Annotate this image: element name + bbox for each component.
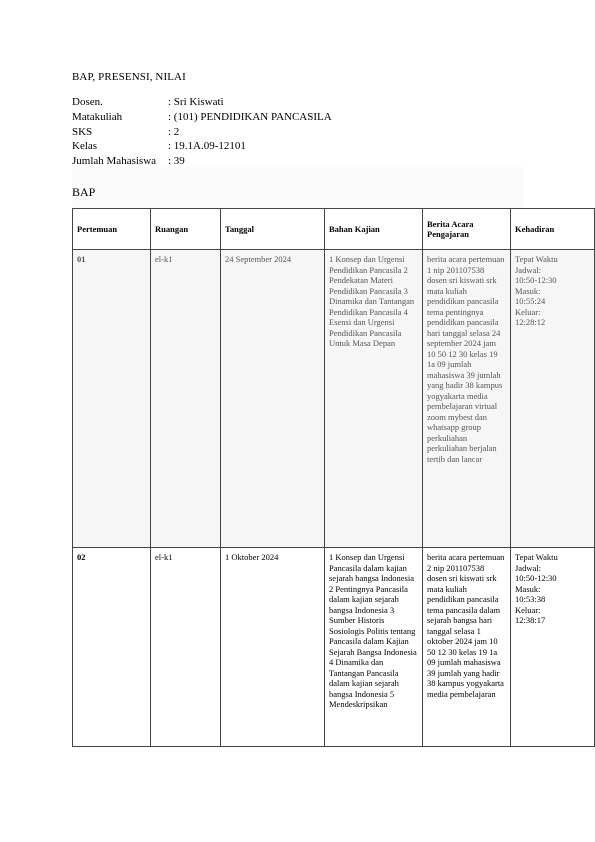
cell-ruangan: el-k1	[151, 548, 221, 747]
cell-pertemuan: 02	[73, 548, 151, 747]
cell-berita-acara: berita acara pertemuan 2 nip 201107538 dosen sri kiswati srk mata kuliah pendidikan pancasila tema pancasila dalam sejarah bangsa hari tanggal selasa 1 oktober 2024 jam 10 50 12 30 kelas 19 1a 09 jumlah mahasiswa 39 jumlah yang hadir 38 kampus yogyakarta media pembelajaran	[423, 548, 511, 747]
kehadiran-line: 12:38:17	[515, 615, 546, 625]
header-bahan-kajian: Bahan Kajian	[325, 209, 423, 250]
header-berita-acara: Berita Acara Pengajaran	[423, 209, 511, 250]
cell-pertemuan: 01	[73, 250, 151, 548]
cell-ruangan: el-k1	[151, 250, 221, 548]
info-value: : 39	[168, 155, 185, 168]
section-header-band	[72, 167, 524, 209]
info-label: Kelas	[72, 140, 98, 153]
kehadiran-line: 12:28:12	[515, 317, 546, 327]
kehadiran-line: Keluar:	[515, 306, 541, 317]
cell-berita-acara: berita acara pertemuan 1 nip 201107538 dosen sri kiswati srk mata kuliah pendidikan pancasila tema pentingnya pendidikan pancasila hari tanggal selasa 24 september 2024 jam 10 50 12 30 kelas 19 1a 09 jumlah mahasiswa 39 jumlah yang hadir 38 kampus yogyakarta media pembelajaran virtual zoom mybest dan whatsapp group perkuliahan perkuliahan berjalan tertib dan lancar	[423, 250, 511, 548]
cell-kehadiran	[511, 250, 595, 548]
kehadiran-line: 10:50-12:30	[515, 573, 557, 583]
course-info	[72, 95, 332, 169]
kehadiran-line: Masuk:	[515, 583, 541, 594]
kehadiran-line: Jadwal:	[515, 264, 541, 275]
info-label: Jumlah Mahasiswa	[72, 155, 157, 168]
kehadiran-line: 10:53:38	[515, 594, 546, 604]
cell-tanggal: 1 Oktober 2024	[221, 548, 325, 747]
cell-bahan-kajian: 1 Konsep dan Urgensi Pendidikan Pancasila 2 Pendekatan Materi Pendidikan Pancasila 3 Dinamika dan Tantangan Pendidikan Pancasila 4 Esensi dan Urgensi Pendidikan Pancasila Untuk Masa Depan	[325, 250, 423, 548]
kehadiran-line: 10:55:24	[515, 296, 546, 306]
header-tanggal: Tanggal	[221, 209, 325, 250]
info-value: : (101) PENDIDIKAN PANCASILA	[168, 110, 332, 123]
cell-kehadiran	[511, 548, 595, 747]
cell-tanggal: 24 September 2024	[221, 250, 325, 548]
kehadiran-line: 10:50-12:30	[515, 275, 557, 285]
table-header-row	[73, 209, 595, 250]
bap-table	[72, 208, 595, 747]
header-kehadiran: Kehadiran	[511, 209, 595, 250]
info-value: : 19.1A.09-12101	[168, 140, 246, 153]
cell-bahan-kajian: 1 Konsep dan Urgensi Pancasila dalam kajian sejarah bangsa Indonesia 2 Pentingnya Pancasila dalam kajian sejarah bangsa Indonesia 3 Sumber Historis Sosiologis Politis tentang Pancasila dalam Kajian Sejarah Bangsa Indonesia 4 Dinamika dan Tantangan Pancasila dalam kajian sejarah bangsa Indonesia 5 Mendeskripsikan	[325, 548, 423, 747]
section-title: BAP	[72, 185, 96, 199]
kehadiran-line: Jadwal:	[515, 562, 541, 573]
info-row-matakuliah	[72, 110, 332, 125]
table-row	[73, 548, 595, 747]
header-pertemuan: Pertemuan	[73, 209, 151, 250]
document-title: BAP, PRESENSI, NILAI	[72, 71, 186, 83]
kehadiran-line: Tepat Waktu	[515, 254, 558, 264]
table-row	[73, 250, 595, 548]
kehadiran-line: Tepat Waktu	[515, 552, 558, 562]
info-value: : 2	[168, 125, 180, 138]
info-row-dosen	[72, 95, 332, 110]
info-row-sks	[72, 125, 332, 140]
info-label: Dosen.	[72, 96, 103, 108]
info-label: SKS	[72, 125, 93, 138]
kehadiran-line: Keluar:	[515, 604, 541, 615]
info-row-kelas	[72, 139, 332, 154]
info-value: : Sri Kiswati	[168, 96, 224, 108]
header-ruangan: Ruangan	[151, 209, 221, 250]
info-label: Matakuliah	[72, 110, 123, 123]
kehadiran-line: Masuk:	[515, 285, 541, 296]
